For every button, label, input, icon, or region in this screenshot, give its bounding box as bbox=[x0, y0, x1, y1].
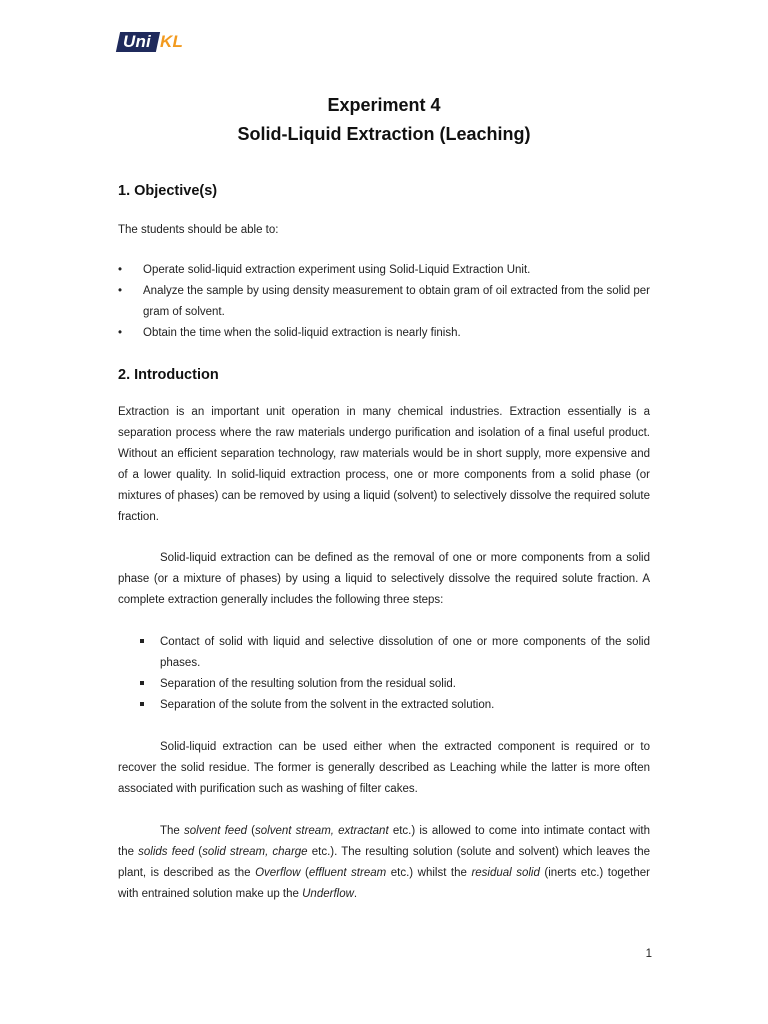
experiment-subtitle: Solid-Liquid Extraction (Leaching) bbox=[237, 124, 531, 144]
introduction-paragraph-3: Solid-liquid extraction can be used either when the extracted component is required or to recover the solid residue. The former is generally described as Leaching while the latter is more often associated with purification such as washing of filter cakes. bbox=[118, 741, 650, 795]
term-effluent-stream: effluent stream bbox=[308, 867, 387, 879]
objective-intro: The students should be able to: bbox=[118, 224, 279, 236]
objective-item bbox=[118, 323, 650, 344]
extraction-step-text: Separation of the solute from the solvent in the extracted solution. bbox=[160, 699, 495, 711]
extraction-step bbox=[140, 695, 650, 716]
introduction-paragraph-4: The solvent feed (solvent stream, extractant etc.) is allowed to come into intimate contact with the solids feed (solid stream, charge etc.). The resulting solution (solute and solvent) which leaves the plant, is described as the Overflow (effluent stream etc.) whilst the residual solid (inerts etc.) together with entrained solution make up the Underflow. bbox=[118, 825, 651, 900]
term-overflow: Overflow bbox=[255, 867, 301, 879]
objective-heading: 1. Objective(s) bbox=[118, 183, 218, 199]
extraction-step-text: Contact of solid with liquid and selective dissolution of one or more components of the solid phases. bbox=[160, 636, 650, 669]
unikl-logo bbox=[118, 31, 183, 53]
term-solvent-feed: solvent feed bbox=[184, 825, 247, 837]
term-solid-stream: solid stream, charge bbox=[202, 846, 308, 858]
introduction-heading: 2. Introduction bbox=[118, 367, 219, 383]
logo-uni-badge bbox=[116, 32, 160, 52]
term-underflow: Underflow bbox=[302, 888, 354, 900]
square-bullet-icon bbox=[140, 639, 144, 643]
square-bullet-icon bbox=[140, 681, 144, 685]
objective-item-text: Analyze the sample by using density measurement to obtain gram of oil extracted from the solid per gram of solvent. bbox=[143, 285, 650, 318]
logo-uni-text: Uni bbox=[123, 32, 151, 51]
extraction-step-text: Separation of the resulting solution from the residual solid. bbox=[160, 678, 456, 690]
objective-item-text: Operate solid-liquid extraction experiment using Solid-Liquid Extraction Unit. bbox=[143, 264, 531, 276]
objective-item-text: Obtain the time when the solid-liquid extraction is nearly finish. bbox=[143, 327, 461, 339]
introduction-paragraph-2: Solid-liquid extraction can be defined as the removal of one or more components from a solid phase (or a mixture of phases) by using a liquid to selectively dissolve the required solute fraction. A complete extraction generally includes the following three steps: bbox=[118, 552, 650, 606]
term-residual-solid: residual solid bbox=[471, 867, 540, 879]
experiment-title: Experiment 4 bbox=[327, 95, 441, 115]
extraction-step bbox=[140, 674, 650, 695]
objective-item bbox=[118, 281, 650, 323]
objective-item bbox=[118, 260, 650, 281]
extraction-steps-list bbox=[140, 632, 650, 716]
logo-kl-text: KL bbox=[159, 32, 184, 51]
term-solvent-stream: solvent stream, extractant bbox=[255, 825, 389, 837]
extraction-step bbox=[140, 632, 650, 674]
bullet-icon: • bbox=[118, 327, 123, 339]
page-number: 1 bbox=[645, 948, 652, 960]
objective-list bbox=[118, 260, 650, 344]
introduction-paragraph-1: Extraction is an important unit operation in many chemical industries. Extraction essentially is a separation process where the raw materials undergo purification and isolation of a final useful product. Without an efficient separation technology, raw materials would be in short supply, more expensive and of a lower quality. In solid-liquid extraction process, one or more components from a solid phase (or mixtures of phases) can be removed by using a liquid (solvent) to selectively dissolve the required solute fraction. bbox=[118, 406, 650, 523]
square-bullet-icon bbox=[140, 702, 144, 706]
bullet-icon: • bbox=[118, 264, 123, 276]
bullet-icon: • bbox=[118, 285, 123, 297]
term-solids-feed: solids feed bbox=[138, 846, 195, 858]
